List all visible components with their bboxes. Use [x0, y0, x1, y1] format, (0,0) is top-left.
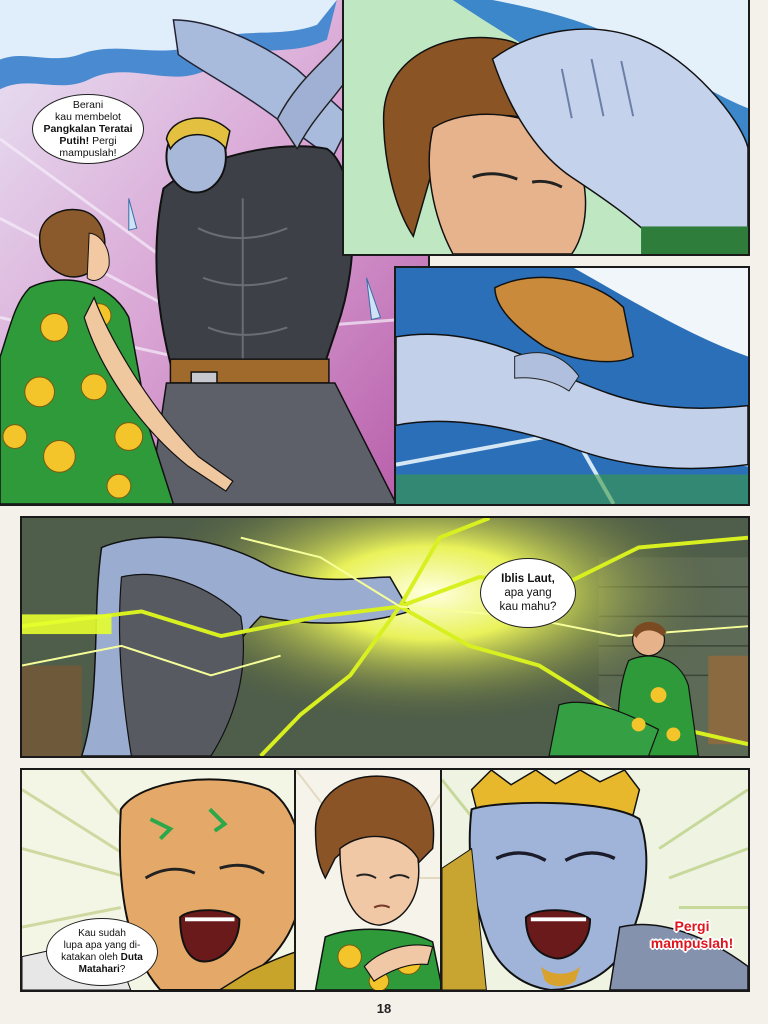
panel-2-face-splash — [342, 0, 750, 256]
bubble-line: lupa apa yang di- — [63, 940, 141, 951]
bubble-line: kau mahu? — [499, 601, 557, 613]
panel-3-art — [396, 268, 748, 504]
panel-4-lightning-clash — [20, 516, 750, 758]
speech-bubble-betrayal — [32, 94, 144, 164]
panel-4-art — [22, 518, 748, 756]
panel-7-art — [442, 770, 748, 990]
bubble-word: katakan oleh — [61, 952, 118, 963]
bubble-line: Berani — [72, 99, 104, 111]
bubble-line — [61, 952, 143, 964]
shout-line: mampuslah! — [650, 935, 734, 951]
bubble-line-emphasis: Iblis Laut, — [501, 573, 555, 585]
panel-6-girl-worried — [294, 768, 460, 992]
page-number: 18 — [376, 1001, 392, 1016]
speech-bubble-reminder — [46, 918, 158, 986]
panel-3-fist-impact — [394, 266, 750, 506]
speech-bubble-question — [480, 558, 576, 628]
bubble-line: apa yang — [504, 587, 552, 599]
panel-2-art — [344, 0, 748, 254]
panel-7-blue-man-shouting — [440, 768, 750, 992]
bubble-word-emphasis: Putih! — [59, 135, 90, 147]
bubble-line — [59, 135, 116, 147]
panel-6-art — [296, 770, 458, 990]
bubble-word: Pergi — [92, 135, 117, 147]
bubble-line — [79, 964, 126, 976]
bubble-word-emphasis: Duta — [120, 952, 143, 963]
bubble-line: mampuslah! — [59, 147, 117, 159]
shout-line: Pergi — [674, 918, 710, 934]
bubble-word: ? — [119, 964, 126, 975]
bubble-line: Kau sudah — [78, 928, 126, 939]
shout-text-die — [636, 918, 748, 952]
bubble-line-emphasis: Pangkalan Teratai — [43, 123, 133, 135]
bubble-word-emphasis: Matahari — [78, 964, 120, 975]
bubble-line: kau membelot — [55, 111, 121, 123]
